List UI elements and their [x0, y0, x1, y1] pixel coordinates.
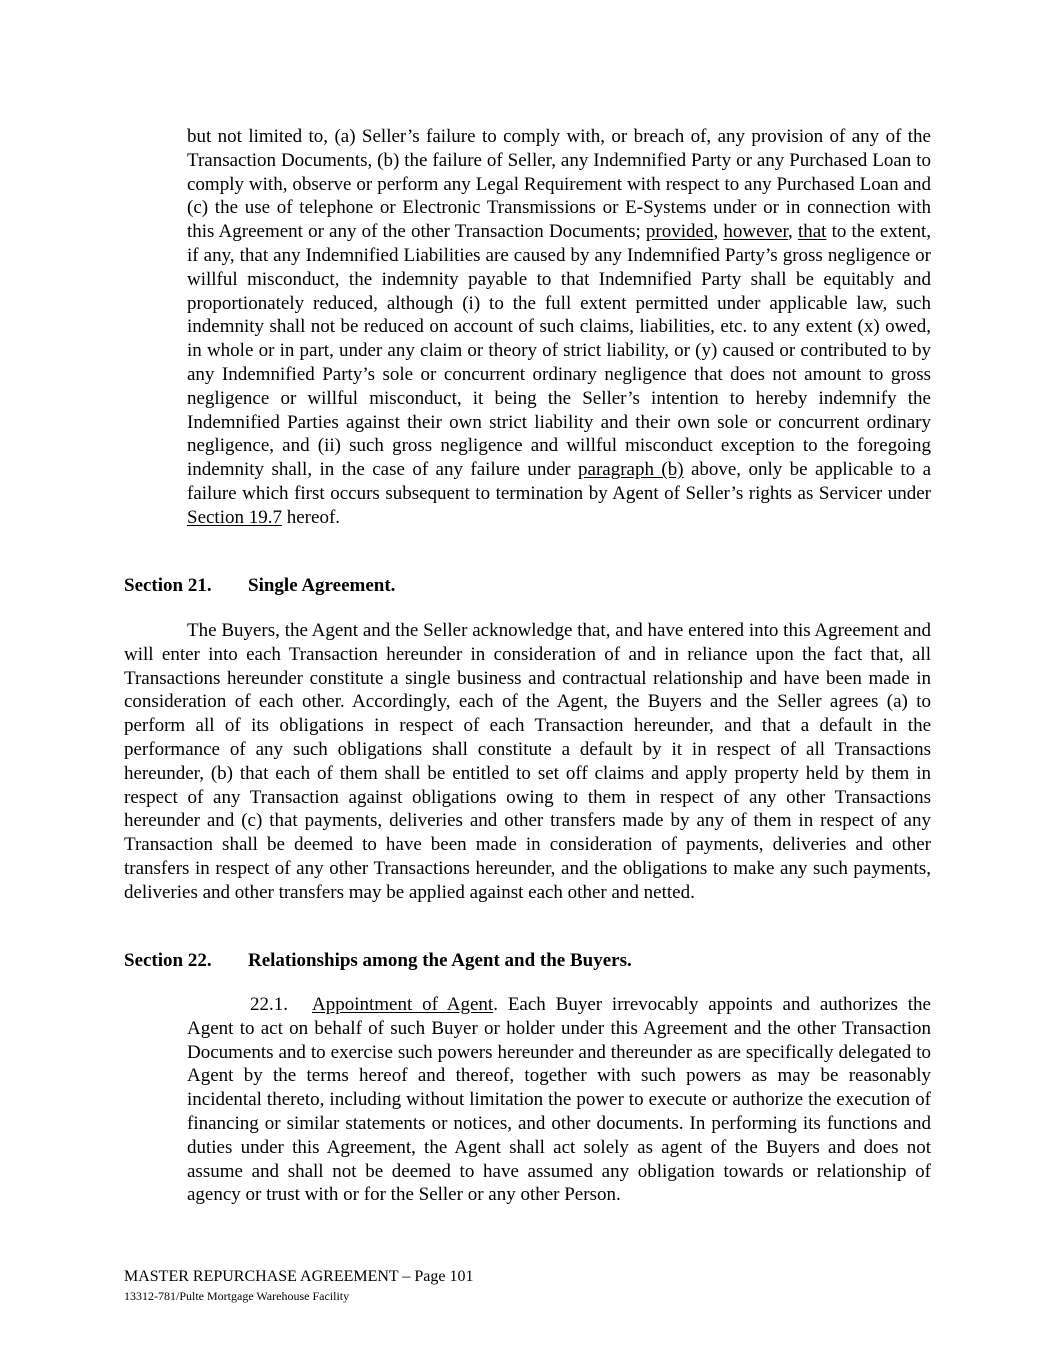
section-22-heading	[124, 949, 632, 973]
section-21-number: Section 21.	[124, 575, 212, 596]
comma: ,	[713, 221, 724, 243]
section-22-title: Relationships among the Agent and the Buyers.	[248, 950, 632, 971]
paragraph-b-reference: paragraph (b)	[578, 459, 684, 481]
indemnity-paragraph	[187, 125, 931, 530]
indemnity-text-part3: above, only be applicable to a failure which first occurs subsequent to termination by Agent of Seller’s rights as Servicer under	[187, 459, 932, 504]
section-22-1-body: Each Buyer irrevocably appoints and authorizes the Agent to act on behalf of such Buyer or holder under this Agreement and the other Transaction Documents and to exercise such powers hereunder and thereunder as are specifically delegated to Agent by the terms hereof and thereof, together with such powers as may be reasonably incidental thereto, including without limitation the power to execute or authorize the execution of financing or similar statements or notices, and other documents. In performing its functions and duties under this Agreement, the Agent shall act solely as agent of the Buyers and does not assume and shall not be deemed to have assumed any obligation towards or relationship of agency or trust with or for the Seller or any other Person.	[187, 994, 931, 1206]
however-term: however	[723, 221, 789, 243]
indemnity-text-part1: but not limited to, (a) Seller’s failure to comply with, or breach of, any provision of any of the Transaction Documents, (b) the failure of Seller, any Indemnified Party or any Purchased Loan to comply with, observe or perform any Legal Requirement with respect to any Purchased Loan and (c) the use of telephone or Electronic Transmissions or E-Systems under or in connection with this Agreement or any of the other Transaction Documents;	[187, 126, 931, 243]
indemnity-text-part2: to the extent, if any, that any Indemnified Liabilities are caused by any Indemnified Party’s gross negligence or willful misconduct, the indemnity payable to that Indemnified Party shall be equitably and proportionately reduced, although (i) to the full extent permitted under applicable law, such indemnity shall not be reduced on account of such claims, liabilities, etc. to any extent (x) owed, in whole or in part, under any claim or theory of strict liability, or (y) caused or contributed to by any Indemnified Party’s sole or concurrent ordinary negligence that does not amount to gross negligence or willful misconduct, it being the Seller’s intention to hereby indemnify the Indemnified Parties against their own strict liability and their own sole or concurrent ordinary negligence, and (ii) such gross negligence and willful misconduct exception to the foregoing indemnity shall, in the case of any failure under	[187, 221, 932, 481]
section-22-number: Section 22.	[124, 950, 212, 971]
section-21-title: Single Agreement.	[248, 575, 396, 596]
section-19-7-reference: Section 19.7	[187, 506, 282, 528]
section-22-1-title: Appointment of Agent	[312, 994, 494, 1015]
section-21-heading	[124, 574, 395, 598]
section-21-body: The Buyers, the Agent and the Seller acknowledge that, and have entered into this Agreement and will enter into each Transaction hereunder in consideration of and in reliance upon the fact that, all Transactions hereunder constitute a single business and contractual relationship and have been made in consideration of each other. Accordingly, each of the Agent, the Buyers and the Seller agrees (a) to perform all of its obligations in respect of each Transaction hereunder, and that a default in the performance of any such obligations shall constitute a default by it in respect of all Transactions hereunder, (b) that each of them shall be entitled to set off claims and apply property held by them in respect of any Transaction against obligations owing to them in respect of any other Transactions hereunder and (c) that payments, deliveries and other transfers made by any of them in respect of any Transaction shall be deemed to have been made in consideration of payments, deliveries and other transfers in respect of any other Transactions hereunder, and the obligations to make any such payments, deliveries and other transfers may be applied against each other and netted.	[124, 620, 931, 903]
period: .	[493, 994, 498, 1015]
footer-page-label: MASTER REPURCHASE AGREEMENT – Page 101	[124, 1268, 474, 1285]
section-22-1-paragraph	[187, 993, 931, 1207]
provided-term: provided	[645, 221, 714, 243]
comma: ,	[788, 221, 798, 243]
indemnity-text-part4: hereof.	[282, 506, 341, 528]
that-term: that	[797, 221, 827, 243]
section-22-1-number: 22.1.	[250, 994, 288, 1015]
footer-document-id: 13312-781/Pulte Mortgage Warehouse Facility	[124, 1289, 350, 1303]
